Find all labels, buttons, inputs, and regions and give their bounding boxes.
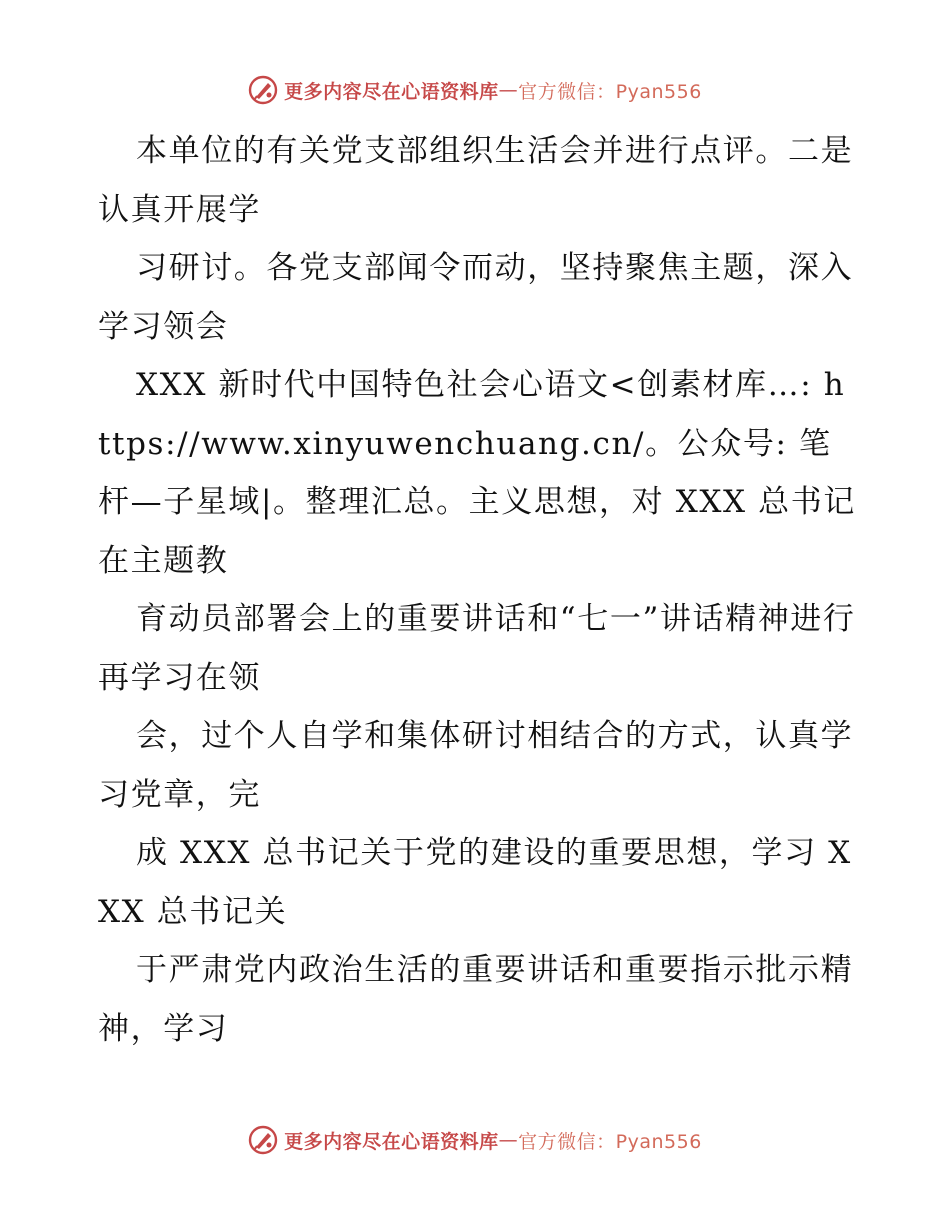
header-banner: [0, 70, 950, 110]
banner-title: 更多内容尽在心语资料库: [284, 80, 499, 103]
banner-separator: —: [498, 79, 519, 101]
footer-wechat: 官方微信：Pyan556: [518, 1130, 702, 1153]
footer-separator: —: [498, 1129, 519, 1151]
quill-pen-seal-icon: [248, 1125, 278, 1155]
paragraph: 会，过个人自学和集体研讨相结合的方式，认真学习党章，完: [98, 718, 854, 813]
paragraph: 习研讨。各党支部闻令而动，坚持聚焦主题，深入学习领会: [98, 250, 854, 345]
document-body: [98, 122, 858, 1058]
paragraph: 于严肃党内政治生活的重要讲话和重要指示批示精神，学习: [98, 952, 854, 1047]
footer-banner: [0, 1120, 950, 1160]
paragraph: 本单位的有关党支部组织生活会并进行点评。二是认真开展学: [98, 133, 854, 228]
paragraph: 育动员部署会上的重要讲话和“七一”讲话精神进行再学习在领: [98, 601, 856, 696]
quill-pen-seal-icon: [248, 75, 278, 105]
banner-wechat: 官方微信：Pyan556: [518, 80, 702, 103]
paragraph: XXX 新时代中国特色社会心语文<创素材库…: https://www.xinyuwenchuang.cn/。公众号: 笔杆—子星域|。整理汇总。主义思想，对 XXX 总书记在主题教: [98, 367, 856, 579]
paragraph: 成 XXX 总书记关于党的建设的重要思想，学习 XXX 总书记关: [98, 835, 852, 930]
footer-title: 更多内容尽在心语资料库: [284, 1130, 499, 1153]
